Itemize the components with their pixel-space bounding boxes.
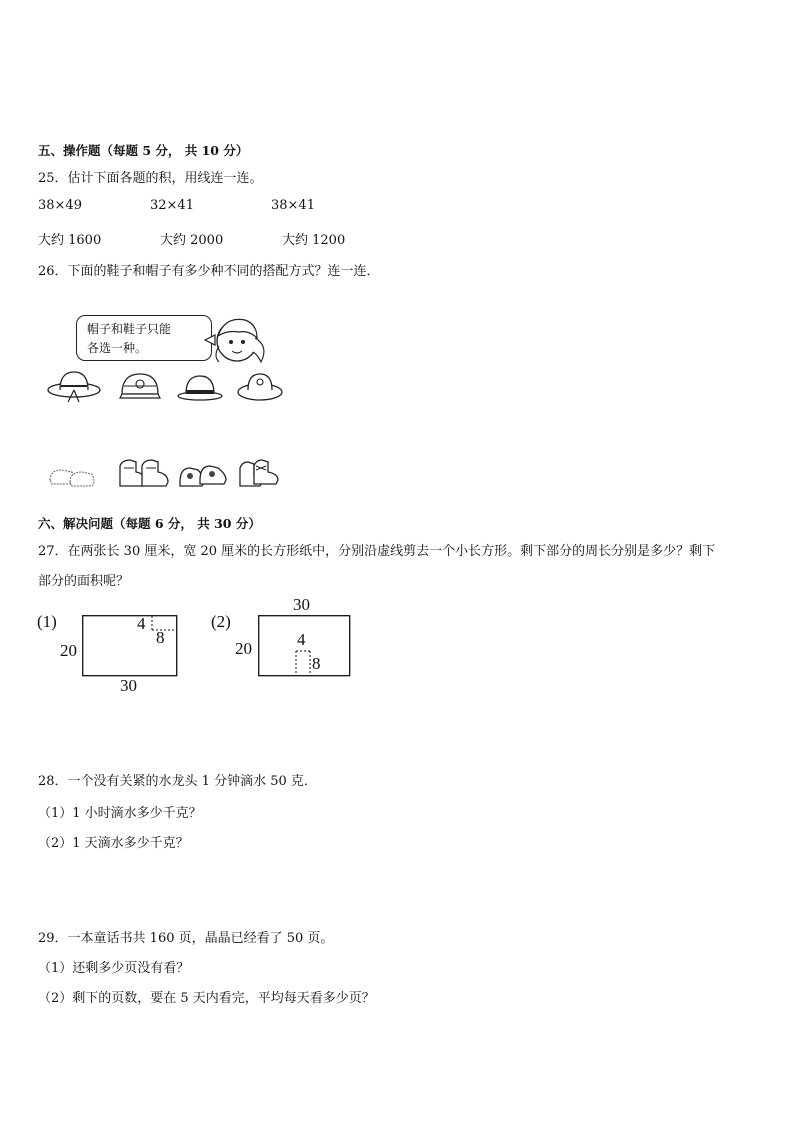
fedora-hat-icon	[176, 372, 224, 404]
q26-text: 26．下面的鞋子和帽子有多少种不同的搭配方式？连一连．	[38, 264, 380, 279]
speech-line-1: 帽子和鞋子只能	[87, 322, 172, 336]
q27-text-line-2: 部分的面积呢？	[38, 574, 130, 589]
q25-expr-2: 32×41	[150, 198, 194, 213]
bonnet-hat-icon	[236, 370, 284, 404]
q29-sub-1: （1）还剩多少页没有看？	[38, 961, 190, 976]
fig2-cut-width: 4	[297, 630, 306, 649]
high-top-shoes-icon	[236, 456, 282, 490]
fig2-height: 20	[235, 639, 252, 658]
q25-answer-1: 大约 1600	[38, 233, 102, 248]
q28-text: 28．一个没有关紧的水龙头 1 分钟滴水 50 克．	[38, 774, 317, 789]
q25-expr-1: 38×49	[38, 198, 82, 213]
fig2-label: (2)	[211, 612, 231, 631]
speech-line-2: 各选一种。	[87, 341, 148, 355]
q25-answer-2: 大约 2000	[160, 233, 224, 248]
q29-text: 29．一本童话书共 160 页，晶晶已经看了 50 页。	[38, 931, 334, 946]
cap-icon	[116, 370, 162, 404]
q25-answer-3: 大约 1200	[282, 233, 346, 248]
fig1-width: 30	[120, 676, 137, 695]
speech-bubble	[76, 315, 212, 361]
q29-sub-2: （2）剩下的页数，要在 5 天内看完，平均每天看多少页？	[38, 991, 375, 1006]
section-6-heading: 六、解决问题（每题 6 分， 共 30 分）	[38, 516, 261, 531]
girl-face-illustration	[205, 310, 275, 370]
fig1-label: (1)	[37, 612, 57, 631]
boots-icon	[116, 456, 174, 490]
slipper-shoes-icon	[46, 460, 102, 490]
fig1-cut-height: 8	[156, 628, 165, 647]
section-5-heading: 五、操作题（每题 5 分， 共 10 分）	[38, 143, 249, 158]
sneakers-icon	[176, 458, 230, 490]
fig2-cut-height: 8	[312, 654, 321, 673]
q28-sub-2: （2）1 天滴水多少千克？	[38, 836, 189, 851]
fig1-cut-width: 4	[137, 614, 146, 633]
q27-text-line-1: 27．在两张长 30 厘米，宽 20 厘米的长方形纸中，分别沿虚线剪去一个小长方形。剩下部分的周长分别是多少？剩下	[38, 544, 716, 559]
wide-brim-hat-icon	[46, 366, 102, 404]
fig2-width: 30	[293, 595, 310, 614]
q25-text: 25．估计下面各题的积，用线连一连。	[38, 171, 263, 186]
q25-expr-3: 38×41	[271, 198, 315, 213]
q28-sub-1: （1）1 小时滴水多少千克？	[38, 806, 202, 821]
fig1-height: 20	[60, 641, 77, 660]
